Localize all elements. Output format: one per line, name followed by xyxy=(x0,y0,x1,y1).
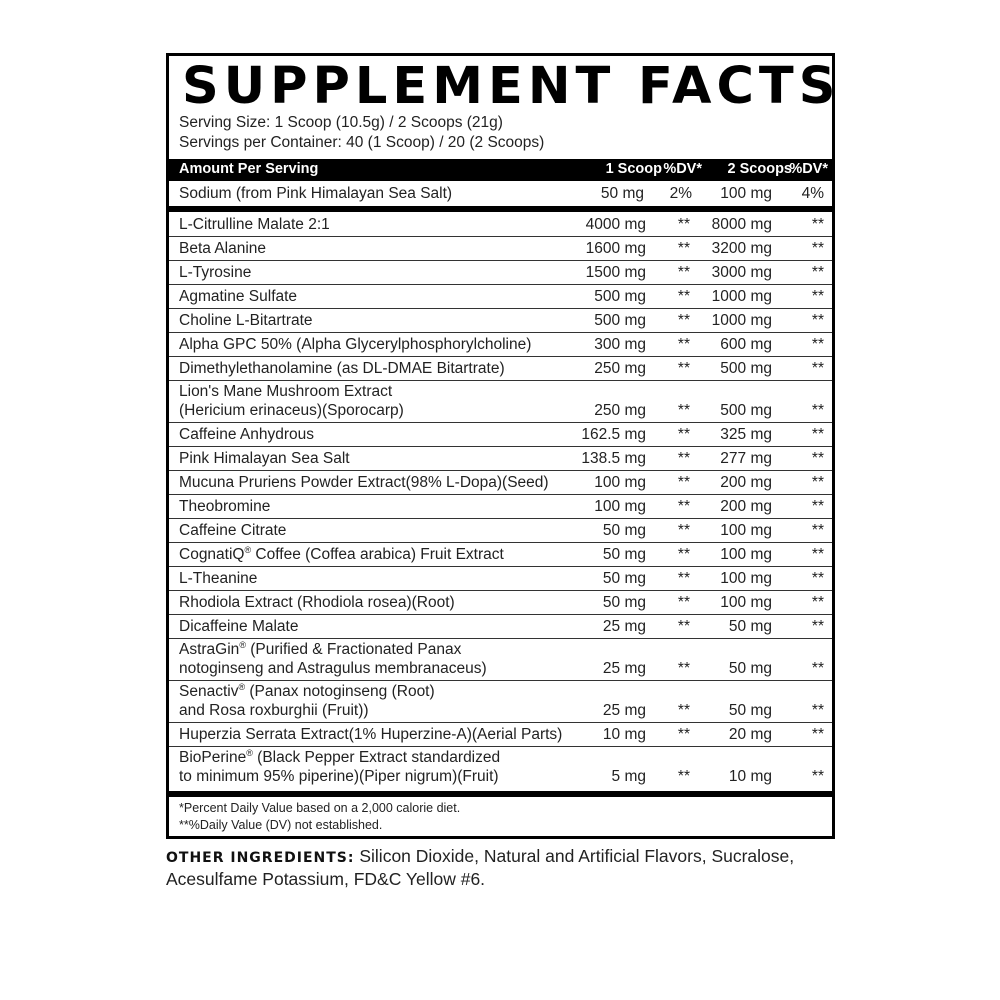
dv-2-scoops: ** xyxy=(811,360,824,377)
dv-2-scoops: ** xyxy=(811,216,824,233)
ingredient-row xyxy=(169,423,832,447)
amount-2-scoops: 50 mg xyxy=(728,702,772,719)
dv-1-scoop: ** xyxy=(677,216,690,233)
dv-2-scoops: ** xyxy=(811,618,824,635)
amount-1-scoop: 50 mg xyxy=(602,594,646,611)
amount-1-scoop: 10 mg xyxy=(602,726,646,743)
amount-2-scoops: 50 mg xyxy=(728,618,772,635)
dv-2-scoops: ** xyxy=(811,768,824,785)
dv-2-scoops: 4% xyxy=(801,185,824,202)
ingredient-row xyxy=(169,747,832,789)
dv-1-scoop: ** xyxy=(677,660,690,677)
ingredient-row xyxy=(169,261,832,285)
ingredient-row xyxy=(169,309,832,333)
ingredient-row xyxy=(169,567,832,591)
dv-1-scoop: ** xyxy=(677,450,690,467)
amount-1-scoop: 100 mg xyxy=(594,498,646,515)
ingredient-name-line2: notoginseng and Astragulus membranaceus) xyxy=(179,659,487,677)
dv-1-scoop: ** xyxy=(677,594,690,611)
dv-2-scoops: ** xyxy=(811,702,824,719)
amount-2-scoops: 277 mg xyxy=(720,450,772,467)
dv-1-scoop: ** xyxy=(677,240,690,257)
dv-2-scoops: ** xyxy=(811,264,824,281)
ingredient-name: Dimethylethanolamine (as DL-DMAE Bitartrate) xyxy=(179,360,505,377)
amount-1-scoop: 50 mg xyxy=(602,546,646,563)
ingredient-name: Mucuna Pruriens Powder Extract(98% L-Dopa)(Seed) xyxy=(179,474,549,491)
ingredient-name: Choline L-Bitartrate xyxy=(179,312,313,329)
other-ingredients-label: OTHER INGREDIENTS: xyxy=(166,850,355,866)
dv-1-scoop: ** xyxy=(677,288,690,305)
ingredient-name xyxy=(179,546,504,564)
amount-2-scoops: 8000 mg xyxy=(711,216,772,233)
brand-name: BioPerine xyxy=(179,749,247,766)
ingredient-row xyxy=(169,471,832,495)
dv-1-scoop: ** xyxy=(677,474,690,491)
ingredient-name: Theobromine xyxy=(179,498,271,515)
brand-description: (Panax notoginseng (Root) xyxy=(245,683,435,700)
amount-2-scoops: 3200 mg xyxy=(711,240,772,257)
amount-2-scoops: 1000 mg xyxy=(711,312,772,329)
dv-2-scoops: ** xyxy=(811,726,824,743)
dv-1-scoop: ** xyxy=(677,726,690,743)
amount-1-scoop: 25 mg xyxy=(602,618,646,635)
ingredient-name: Rhodiola Extract (Rhodiola rosea)(Root) xyxy=(179,594,455,611)
ingredient-row xyxy=(169,333,832,357)
amount-2-scoops: 325 mg xyxy=(720,426,772,443)
ingredient-name: Huperzia Serrata Extract(1% Huperzine-A)(Aerial Parts) xyxy=(179,726,563,743)
amount-2-scoops: 100 mg xyxy=(720,594,772,611)
dv-1-scoop: ** xyxy=(677,360,690,377)
amount-2-scoops: 1000 mg xyxy=(711,288,772,305)
ingredient-name xyxy=(179,383,404,420)
dv-1-scoop: ** xyxy=(677,336,690,353)
section-divider xyxy=(169,206,832,212)
amount-2-scoops: 3000 mg xyxy=(711,264,772,281)
ingredient-row xyxy=(169,543,832,567)
dv-2-scoops: ** xyxy=(811,594,824,611)
dv-2-scoops: ** xyxy=(811,426,824,443)
header-2-scoops: 2 Scoops xyxy=(727,161,792,177)
amount-2-scoops: 50 mg xyxy=(728,660,772,677)
ingredient-name-line2: to minimum 95% piperine)(Piper nigrum)(Fruit) xyxy=(179,767,499,785)
footer-divider xyxy=(169,791,832,797)
amount-2-scoops: 100 mg xyxy=(720,185,772,202)
header-amount-per-serving: Amount Per Serving xyxy=(179,161,319,177)
serving-size: Serving Size: 1 Scoop (10.5g) / 2 Scoops (21g) xyxy=(179,114,503,131)
ingredient-name: L-Tyrosine xyxy=(179,264,252,281)
amount-1-scoop: 50 mg xyxy=(602,570,646,587)
amount-1-scoop: 50 mg xyxy=(600,185,644,202)
panel-title: SUPPLEMENT FACTS xyxy=(182,57,841,116)
other-ingredients-text: Silicon Dioxide, Natural and Artificial Flavors, Sucralose, Acesulfame Potassium, FD&C Yellow #6. xyxy=(166,846,795,889)
ingredient-name: Beta Alanine xyxy=(179,240,267,257)
dv-2-scoops: ** xyxy=(811,288,824,305)
dv-1-scoop: ** xyxy=(677,312,690,329)
dv-1-scoop: ** xyxy=(677,546,690,563)
ingredient-row xyxy=(169,237,832,261)
amount-1-scoop: 300 mg xyxy=(594,336,646,353)
amount-2-scoops: 200 mg xyxy=(720,498,772,515)
ingredient-name: L-Citrulline Malate 2:1 xyxy=(179,216,330,233)
nutrient-name: Sodium (from Pink Himalayan Sea Salt) xyxy=(179,185,453,202)
dv-1-scoop: ** xyxy=(677,264,690,281)
dv-1-scoop: ** xyxy=(677,426,690,443)
amount-1-scoop: 5 mg xyxy=(611,768,646,785)
ingredient-name: Dicaffeine Malate xyxy=(179,618,299,635)
footnote-dv: *Percent Daily Value based on a 2,000 calorie diet. xyxy=(179,801,461,815)
registered-mark: ® xyxy=(239,639,246,650)
dv-2-scoops: ** xyxy=(811,570,824,587)
ingredient-name: Alpha GPC 50% (Alpha Glycerylphosphorylcholine) xyxy=(179,336,532,353)
ingredient-name: L-Theanine xyxy=(179,570,258,587)
brand-name: AstraGin xyxy=(179,641,240,658)
servings-per-container: Servings per Container: 40 (1 Scoop) / 20 (2 Scoops) xyxy=(179,134,545,151)
amount-1-scoop: 50 mg xyxy=(602,522,646,539)
brand-description: (Purified & Fractionated Panax xyxy=(245,641,462,658)
amount-2-scoops: 100 mg xyxy=(720,570,772,587)
dv-2-scoops: ** xyxy=(811,312,824,329)
dv-2-scoops: ** xyxy=(811,474,824,491)
ingredient-name-line1: Lion's Mane Mushroom Extract xyxy=(179,383,393,400)
dv-1-scoop: ** xyxy=(677,498,690,515)
brand-name: Senactiv xyxy=(179,683,239,700)
dv-1-scoop: ** xyxy=(677,618,690,635)
ingredient-row xyxy=(169,591,832,615)
brand-description: Coffee (Coffea arabica) Fruit Extract xyxy=(251,546,504,563)
amount-1-scoop: 1600 mg xyxy=(585,240,646,257)
dv-1-scoop: ** xyxy=(677,402,690,419)
ingredient-name-line2: (Hericium erinaceus)(Sporocarp) xyxy=(179,401,404,419)
header-dv-1: %DV* xyxy=(663,161,702,177)
table-header xyxy=(169,159,832,181)
registered-mark: ® xyxy=(246,747,253,758)
ingredient-name: Caffeine Citrate xyxy=(179,522,287,539)
amount-2-scoops: 600 mg xyxy=(720,336,772,353)
dv-1-scoop: 2% xyxy=(669,185,692,202)
amount-1-scoop: 25 mg xyxy=(602,660,646,677)
registered-mark: ® xyxy=(244,544,252,555)
amount-1-scoop: 1500 mg xyxy=(585,264,646,281)
ingredient-row xyxy=(169,639,832,681)
ingredient-name xyxy=(179,641,487,678)
amount-2-scoops: 500 mg xyxy=(720,402,772,419)
ingredient-row xyxy=(169,723,832,747)
amount-1-scoop: 500 mg xyxy=(594,312,646,329)
other-ingredients xyxy=(166,846,846,890)
ingredient-name: Agmatine Sulfate xyxy=(179,288,298,305)
ingredient-name xyxy=(179,749,500,786)
dv-1-scoop: ** xyxy=(677,702,690,719)
dv-2-scoops: ** xyxy=(811,660,824,677)
brand-name: CognatiQ xyxy=(179,546,245,563)
brand-description: (Black Pepper Extract standardized xyxy=(252,749,501,766)
amount-1-scoop: 138.5 mg xyxy=(581,450,646,467)
supplement-facts-panel xyxy=(166,53,841,839)
sodium-row xyxy=(169,182,832,206)
dv-2-scoops: ** xyxy=(811,498,824,515)
dv-1-scoop: ** xyxy=(677,522,690,539)
header-dv-2: %DV* xyxy=(789,161,828,177)
amount-1-scoop: 162.5 mg xyxy=(581,426,646,443)
ingredient-row xyxy=(169,285,832,309)
dv-2-scoops: ** xyxy=(811,450,824,467)
amount-1-scoop: 4000 mg xyxy=(585,216,646,233)
ingredient-row xyxy=(169,495,832,519)
amount-1-scoop: 100 mg xyxy=(594,474,646,491)
ingredient-name-line2: and Rosa roxburghii (Fruit)) xyxy=(179,701,369,719)
dv-2-scoops: ** xyxy=(811,402,824,419)
amount-2-scoops: 10 mg xyxy=(728,768,772,785)
amount-1-scoop: 250 mg xyxy=(594,360,646,377)
ingredient-row xyxy=(169,381,832,423)
ingredient-row xyxy=(169,519,832,543)
ingredient-name xyxy=(179,683,435,720)
amount-2-scoops: 20 mg xyxy=(728,726,772,743)
ingredient-row xyxy=(169,213,832,237)
dv-1-scoop: ** xyxy=(677,570,690,587)
dv-2-scoops: ** xyxy=(811,546,824,563)
amount-1-scoop: 25 mg xyxy=(602,702,646,719)
header-1-scoop: 1 Scoop xyxy=(605,161,662,177)
ingredient-name: Caffeine Anhydrous xyxy=(179,426,315,443)
ingredient-name: Pink Himalayan Sea Salt xyxy=(179,450,350,467)
ingredient-row xyxy=(169,357,832,381)
dv-2-scoops: ** xyxy=(811,240,824,257)
ingredient-row xyxy=(169,681,832,723)
dv-1-scoop: ** xyxy=(677,768,690,785)
dv-2-scoops: ** xyxy=(811,336,824,353)
amount-1-scoop: 500 mg xyxy=(594,288,646,305)
amount-1-scoop: 250 mg xyxy=(594,402,646,419)
amount-2-scoops: 500 mg xyxy=(720,360,772,377)
ingredient-row xyxy=(169,615,832,639)
ingredient-row xyxy=(169,447,832,471)
amount-2-scoops: 100 mg xyxy=(720,546,772,563)
amount-2-scoops: 100 mg xyxy=(720,522,772,539)
dv-2-scoops: ** xyxy=(811,522,824,539)
footnote-not-established: **%Daily Value (DV) not established. xyxy=(179,818,383,832)
registered-mark: ® xyxy=(238,681,246,692)
amount-2-scoops: 200 mg xyxy=(720,474,772,491)
